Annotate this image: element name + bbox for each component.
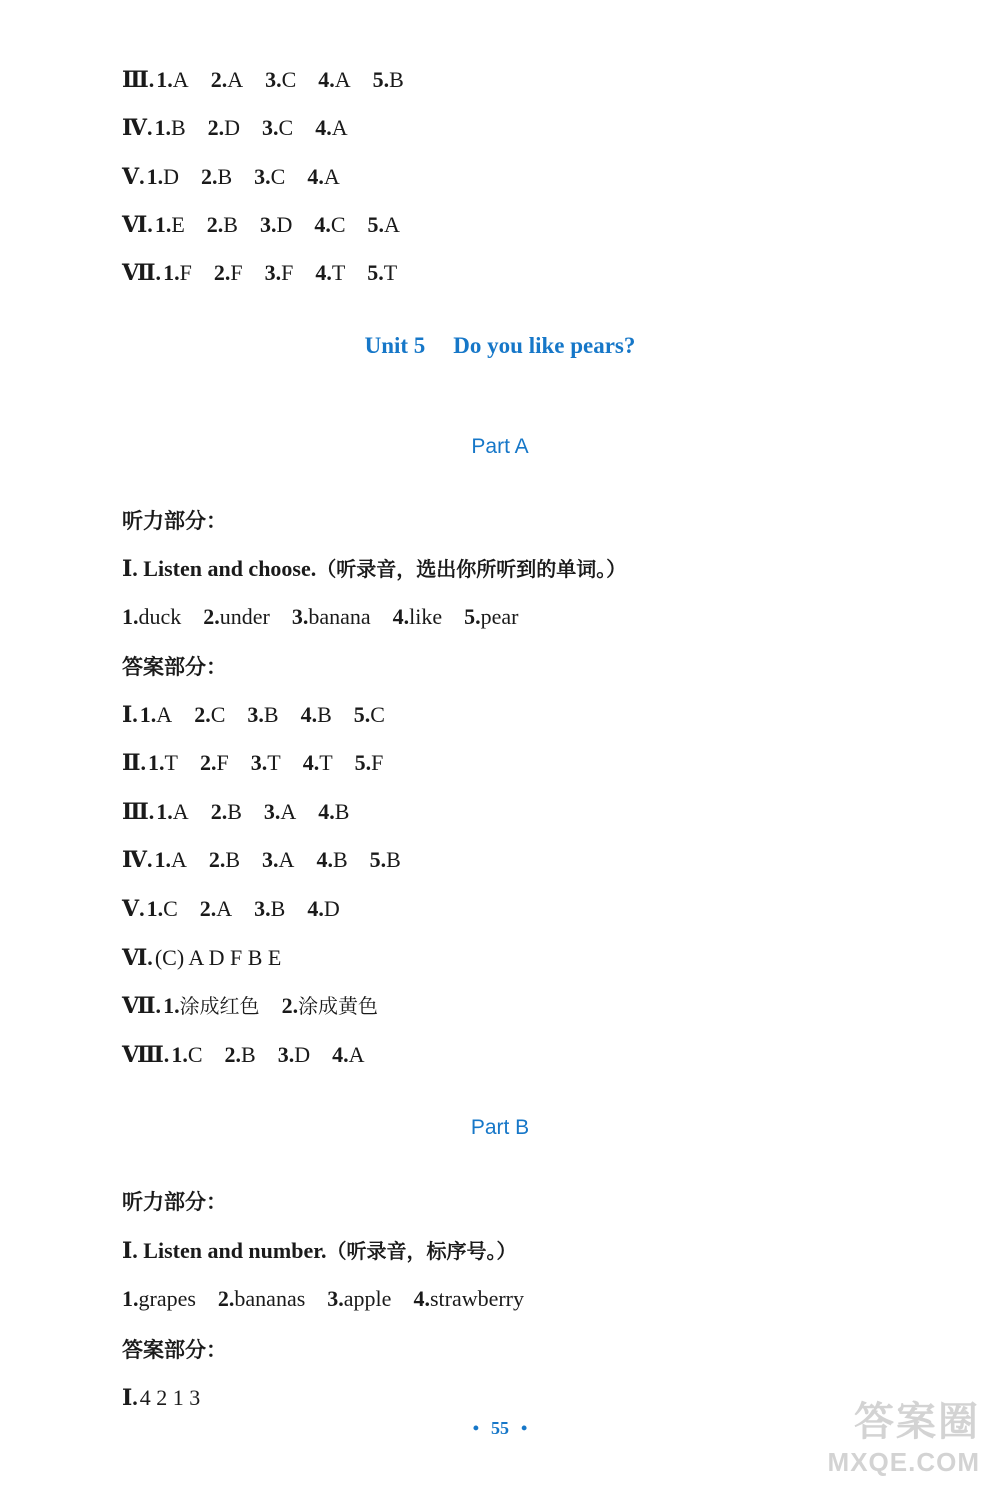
item-value: F <box>179 260 192 285</box>
item-number: 1. <box>163 260 180 285</box>
item-number: 5. <box>354 750 372 775</box>
answer-item <box>318 798 349 826</box>
item-number: 4. <box>314 212 331 237</box>
answer-item <box>260 211 292 239</box>
roman-numeral: Ⅳ. <box>122 115 153 140</box>
item-value: A <box>172 67 189 92</box>
item-value: D <box>323 896 340 921</box>
answer-item <box>156 66 188 94</box>
answer-item <box>354 701 385 729</box>
answer-item <box>464 603 518 631</box>
item-value: B <box>241 1042 256 1067</box>
item-value: B <box>225 847 241 872</box>
item-value: B <box>170 115 186 140</box>
answer-item <box>316 846 347 874</box>
item-number: 2. <box>203 604 220 629</box>
item-value: C <box>278 115 294 140</box>
item-value: C <box>370 702 385 727</box>
item-value: T <box>164 750 178 775</box>
item-number: 2. <box>217 1286 235 1311</box>
item-value: A <box>278 847 295 872</box>
answer-item <box>314 211 345 239</box>
roman-numeral: Ⅲ. <box>122 67 155 92</box>
item-value: E <box>171 212 185 237</box>
item-value: T <box>319 750 333 775</box>
answer-item <box>303 749 333 777</box>
answer-text: (C) A D F B E <box>154 945 282 970</box>
item-number: 5. <box>353 702 371 727</box>
part-b-listening-heading: 听力部分： <box>122 1190 227 1214</box>
answer-item <box>262 114 293 142</box>
answer-row <box>122 944 281 972</box>
page-number-value: 55 <box>491 1418 509 1438</box>
roman-numeral: Ⅰ. <box>122 702 138 727</box>
item-number: 1. <box>163 993 180 1018</box>
answer-item <box>201 163 232 191</box>
item-number: 4. <box>413 1286 430 1311</box>
roman-numeral: Ⅵ. <box>122 212 153 237</box>
answer-item <box>315 114 347 142</box>
answer-item <box>211 798 242 826</box>
answer-item <box>148 749 178 777</box>
part-a-task-cn: （听录音，选出你所听到的单词。） <box>316 557 627 581</box>
watermark-bottom: MXQE.COM <box>827 1447 980 1477</box>
part-a-task <box>122 555 626 583</box>
roman-numeral: Ⅴ. <box>122 164 145 189</box>
item-value: D <box>163 164 179 189</box>
answer-row <box>122 749 405 777</box>
answer-item <box>154 846 186 874</box>
item-value: A <box>348 1042 365 1067</box>
item-number: 2. <box>200 750 217 775</box>
part-b-task <box>122 1237 516 1265</box>
item-value: F <box>230 260 243 285</box>
item-number: 2. <box>207 115 225 140</box>
part-a-task-en: Ⅰ. Listen and choose. <box>122 556 317 581</box>
answer-item <box>147 895 178 923</box>
item-number: 4. <box>315 115 332 140</box>
item-value: B <box>217 164 233 189</box>
answer-item <box>307 163 339 191</box>
answer-row <box>122 895 362 923</box>
answer-item <box>292 603 371 631</box>
part-a-listening-heading: 听力部分： <box>122 509 227 533</box>
item-value: A <box>216 896 233 921</box>
answer-item <box>251 749 281 777</box>
item-value: banana <box>308 604 371 629</box>
roman-numeral: Ⅷ. <box>122 1042 170 1067</box>
bullet-icon: • <box>472 1418 479 1438</box>
answer-item <box>393 603 443 631</box>
part-b-answer-heading: 答案部分： <box>122 1338 227 1362</box>
answer-row <box>122 1384 200 1412</box>
item-number: 1. <box>156 67 173 92</box>
unit-number: Unit 5 <box>364 333 426 358</box>
item-number: 4. <box>392 604 410 629</box>
item-number: 1. <box>148 750 165 775</box>
answer-item <box>327 1285 391 1313</box>
item-value: like <box>409 604 443 629</box>
item-number: 3. <box>264 260 282 285</box>
answer-row <box>122 1041 386 1069</box>
item-number: 2. <box>210 67 228 92</box>
item-number: 1. <box>154 115 171 140</box>
item-number: 1. <box>139 702 157 727</box>
item-value: A <box>331 115 348 140</box>
answer-item <box>154 114 185 142</box>
answer-item <box>355 749 384 777</box>
answer-row <box>122 992 400 1020</box>
item-value: B <box>227 799 242 824</box>
item-value: A <box>156 702 173 727</box>
item-value: F <box>216 750 229 775</box>
item-number: 1. <box>122 604 139 629</box>
answer-item <box>282 992 379 1020</box>
answer-item <box>200 895 232 923</box>
item-value: B <box>334 799 350 824</box>
item-number: 3. <box>254 164 271 189</box>
item-number: 3. <box>327 1286 344 1311</box>
item-number: 5. <box>464 604 481 629</box>
item-number: 5. <box>369 847 387 872</box>
item-number: 1. <box>154 212 172 237</box>
item-number: 4. <box>307 896 324 921</box>
item-value: D <box>224 115 241 140</box>
answer-row <box>122 66 426 94</box>
answer-item <box>254 895 285 923</box>
item-number: 3. <box>263 799 281 824</box>
answer-item <box>278 1041 310 1069</box>
item-number: 4. <box>300 702 318 727</box>
answer-row <box>122 163 362 191</box>
roman-numeral: Ⅲ. <box>122 799 155 824</box>
item-number: 4. <box>315 260 332 285</box>
answer-item <box>122 1285 196 1313</box>
answer-text: 4 2 1 3 <box>139 1385 201 1410</box>
item-value: B <box>270 896 286 921</box>
unit-name: Do you like pears? <box>453 333 636 358</box>
item-value: A <box>323 164 340 189</box>
answer-item <box>209 846 240 874</box>
answer-row <box>122 259 419 287</box>
item-number: 3. <box>259 212 277 237</box>
roman-numeral: Ⅶ. <box>122 260 162 285</box>
item-number: 2. <box>281 993 299 1018</box>
item-number: 3. <box>277 1042 295 1067</box>
item-value: bananas <box>234 1286 306 1311</box>
item-value: A <box>280 799 297 824</box>
answer-item <box>155 211 185 239</box>
item-number: 4. <box>316 847 333 872</box>
item-value: B <box>263 702 279 727</box>
item-value: B <box>317 702 332 727</box>
answer-item <box>247 701 278 729</box>
answer-item <box>368 211 400 239</box>
item-value: B <box>332 847 348 872</box>
item-value: apple <box>343 1286 392 1311</box>
roman-numeral: Ⅴ. <box>122 896 145 921</box>
item-value: A <box>227 67 244 92</box>
item-number: 4. <box>318 799 335 824</box>
part-b-task-cn: （听录音，标序号。） <box>326 1239 517 1263</box>
answer-item <box>413 1285 524 1313</box>
item-value: C <box>281 67 297 92</box>
answer-item <box>262 846 294 874</box>
item-number: 5. <box>367 212 385 237</box>
answer-item <box>225 1041 256 1069</box>
item-value: T <box>331 260 346 285</box>
roman-numeral: Ⅰ. <box>122 1385 138 1410</box>
part-b-label: Part B <box>470 1116 530 1139</box>
answer-item <box>373 66 404 94</box>
part-a-word-list <box>122 603 541 631</box>
item-number: 5. <box>367 260 384 285</box>
item-number: 4. <box>318 67 335 92</box>
item-number: 1. <box>154 847 171 872</box>
item-value: F <box>281 260 294 285</box>
roman-numeral: Ⅶ. <box>122 993 162 1018</box>
answer-item <box>200 749 229 777</box>
item-value: strawberry <box>429 1286 525 1311</box>
item-value: T <box>267 750 281 775</box>
answer-row <box>122 846 423 874</box>
roman-numeral: Ⅵ. <box>122 945 153 970</box>
item-value: C <box>187 1042 203 1067</box>
part-b-word-list <box>122 1285 546 1313</box>
roman-numeral: Ⅱ. <box>122 750 147 775</box>
answer-item <box>315 259 345 287</box>
item-number: 2. <box>224 1042 241 1067</box>
item-value: F <box>371 750 384 775</box>
answer-item <box>203 603 270 631</box>
item-number: 2. <box>208 847 226 872</box>
answer-item <box>207 211 238 239</box>
answer-item <box>254 163 285 191</box>
part-a-answer-heading: 答案部分： <box>122 655 227 679</box>
item-number: 1. <box>146 896 164 921</box>
answer-item <box>147 163 179 191</box>
answer-item <box>218 1285 305 1313</box>
answer-item <box>301 701 332 729</box>
answer-item <box>318 66 350 94</box>
answer-item <box>307 895 339 923</box>
item-number: 5. <box>372 67 390 92</box>
answer-item <box>171 1041 202 1069</box>
answer-item <box>156 798 188 826</box>
item-value: T <box>383 260 398 285</box>
item-value: C <box>163 896 178 921</box>
answer-item <box>122 603 181 631</box>
item-number: 2. <box>213 260 231 285</box>
answer-row <box>122 114 370 142</box>
answer-row <box>122 701 407 729</box>
item-number: 3. <box>250 750 268 775</box>
item-number: 3. <box>254 896 271 921</box>
answer-item <box>370 846 401 874</box>
part-a-label: Part A <box>471 435 529 458</box>
watermark-logo <box>780 1390 980 1477</box>
item-number: 3. <box>291 604 309 629</box>
roman-numeral: Ⅳ. <box>122 847 153 872</box>
item-number: 1. <box>171 1042 188 1067</box>
item-value: B <box>386 847 401 872</box>
item-value: A <box>334 67 351 92</box>
item-value: A <box>384 212 400 237</box>
part-b-task-en: Ⅰ. Listen and number. <box>122 1238 327 1263</box>
item-number: 3. <box>262 115 279 140</box>
item-value: C <box>270 164 286 189</box>
item-value: D <box>294 1042 311 1067</box>
item-value: 涂成黄色 <box>298 994 379 1018</box>
item-number: 1. <box>122 1286 139 1311</box>
item-number: 2. <box>206 212 224 237</box>
answer-item <box>265 66 296 94</box>
item-value: under <box>219 604 270 629</box>
item-value: D <box>276 212 293 237</box>
answer-item <box>163 992 260 1020</box>
item-value: B <box>223 212 238 237</box>
item-number: 2. <box>200 164 218 189</box>
item-number: 4. <box>307 164 324 189</box>
item-value: A <box>170 847 187 872</box>
answer-item <box>332 1041 364 1069</box>
answer-item <box>367 259 397 287</box>
item-value: 涂成红色 <box>179 994 260 1018</box>
item-value: B <box>389 67 404 92</box>
answer-item <box>265 259 294 287</box>
item-number: 2. <box>194 702 211 727</box>
answer-item <box>264 798 296 826</box>
answer-item <box>208 114 240 142</box>
item-value: duck <box>138 604 182 629</box>
item-number: 2. <box>210 799 228 824</box>
answer-row <box>122 798 371 826</box>
answer-item <box>214 259 243 287</box>
bullet-icon: • <box>521 1418 528 1438</box>
item-number: 3. <box>247 702 264 727</box>
item-number: 3. <box>262 847 279 872</box>
unit-title <box>0 333 1000 359</box>
answer-item <box>163 259 192 287</box>
answer-item <box>140 701 172 729</box>
item-number: 3. <box>265 67 282 92</box>
watermark-top: 答案圈 <box>854 1399 980 1445</box>
answer-item <box>211 66 243 94</box>
item-value: C <box>210 702 226 727</box>
item-number: 4. <box>302 750 320 775</box>
item-value: A <box>172 799 189 824</box>
item-value: C <box>330 212 346 237</box>
item-number: 1. <box>146 164 164 189</box>
answer-item <box>194 701 225 729</box>
item-number: 1. <box>156 799 173 824</box>
item-number: 4. <box>332 1042 349 1067</box>
item-value: pear <box>480 604 519 629</box>
item-number: 2. <box>199 896 217 921</box>
item-value: grapes <box>138 1286 196 1311</box>
answer-row <box>122 211 422 239</box>
